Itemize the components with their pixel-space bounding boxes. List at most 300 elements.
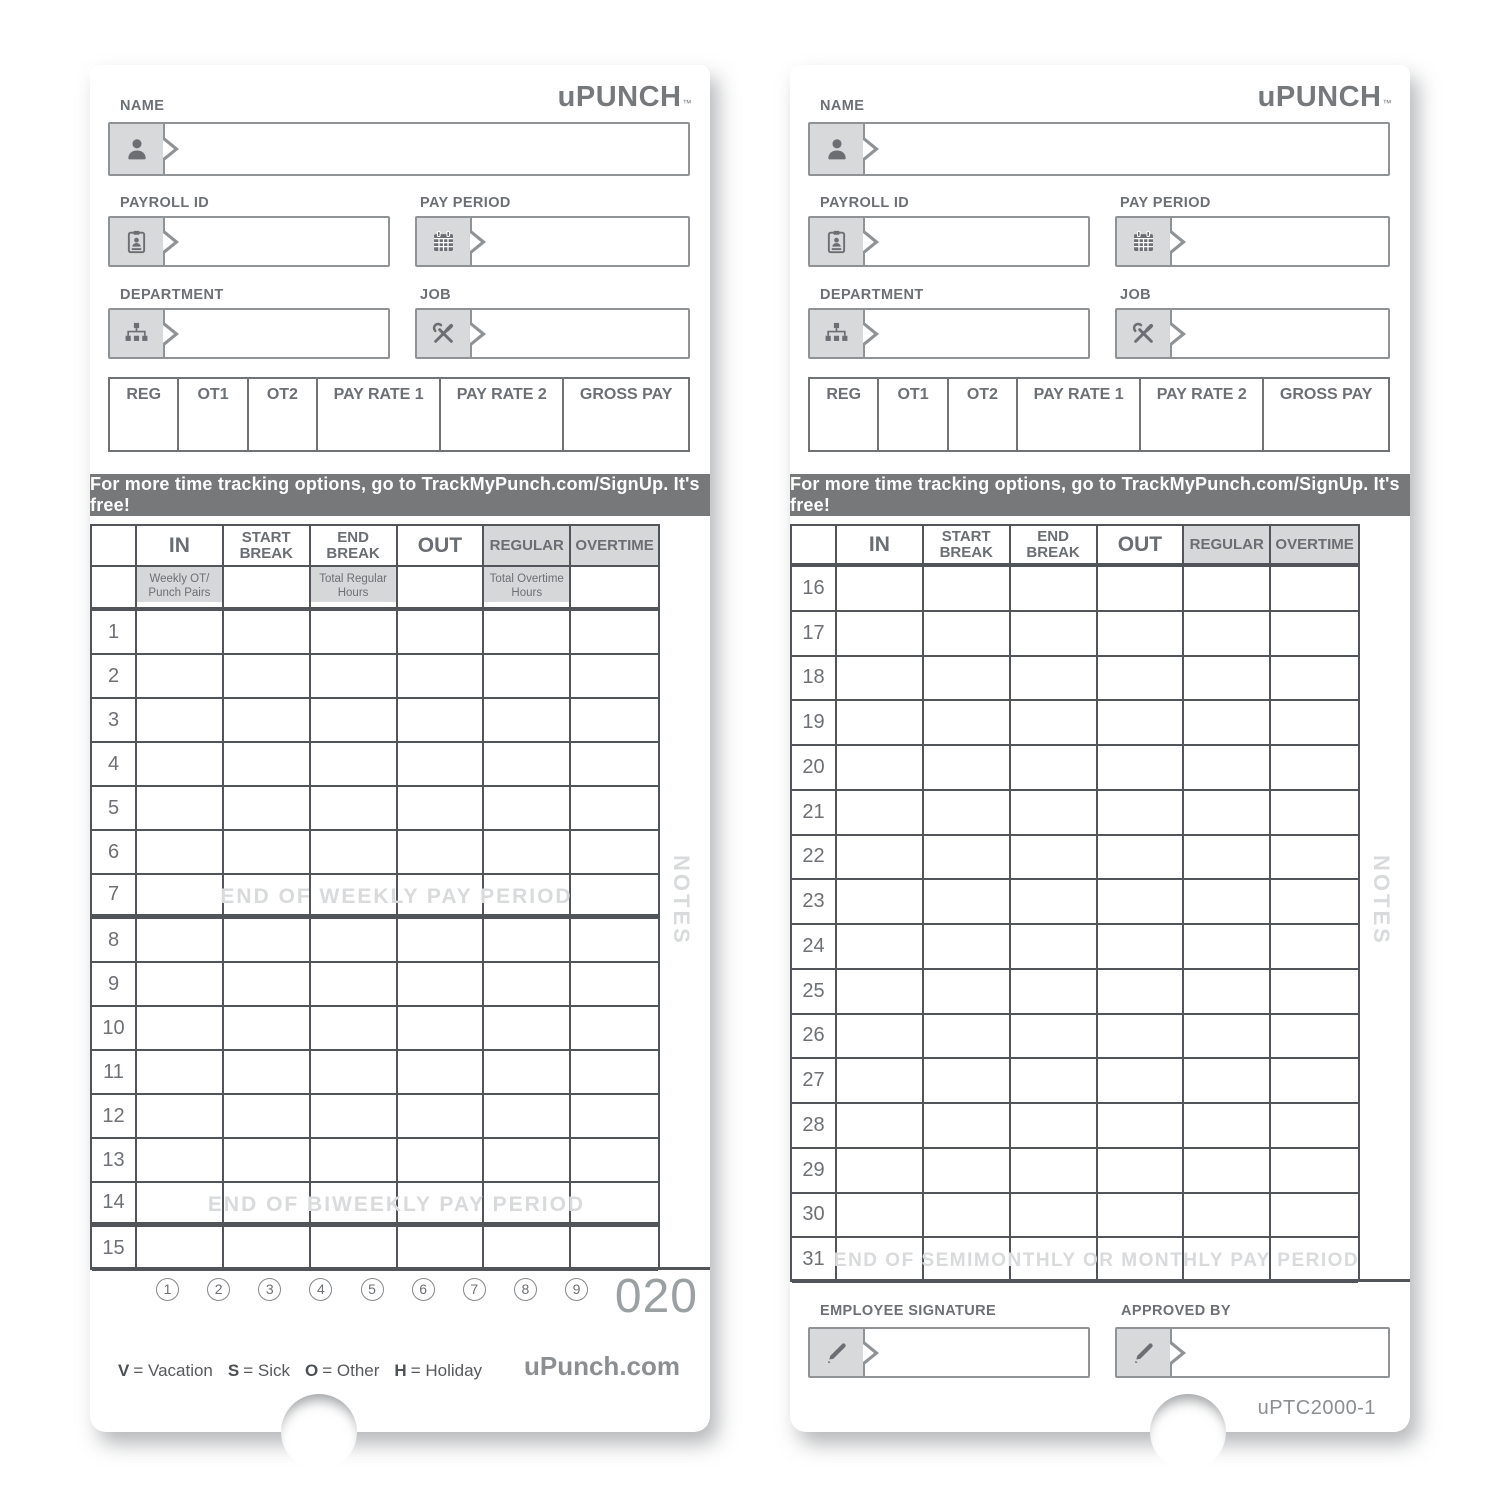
time-cell-end-break[interactable] [311, 831, 398, 873]
time-cell-end-break[interactable] [1011, 746, 1098, 789]
time-cell-start-break[interactable] [224, 963, 311, 1005]
time-cell-overtime[interactable] [571, 1051, 658, 1093]
time-cell-in[interactable] [137, 611, 224, 653]
subheader-cell: Total Regular Hours [311, 567, 398, 607]
time-cell-end-break[interactable] [311, 611, 398, 653]
pay-period-input[interactable] [472, 218, 688, 265]
time-cell-start-break[interactable] [924, 1104, 1011, 1147]
time-cell-out[interactable] [398, 831, 485, 873]
time-cell-overtime[interactable] [571, 831, 658, 873]
time-cell-out[interactable] [1098, 880, 1185, 923]
time-cell-end-break[interactable] [311, 875, 398, 914]
time-cell-in[interactable] [837, 925, 924, 968]
day-number: 2 [92, 655, 137, 697]
pay-summary-cell: PAY RATE 2 [441, 379, 564, 450]
time-cell-overtime[interactable] [1271, 836, 1358, 879]
time-cell-out[interactable] [398, 1183, 485, 1222]
circled-number: 9 [565, 1278, 588, 1301]
time-cell-overtime[interactable] [571, 743, 658, 785]
day-number: 20 [792, 746, 837, 789]
name-input[interactable] [865, 124, 1388, 174]
name-label: NAME [820, 98, 865, 114]
time-cell-start-break[interactable] [924, 657, 1011, 700]
legend-value: = Holiday [410, 1361, 483, 1380]
time-cell-start-break[interactable] [924, 746, 1011, 789]
time-cell-end-break[interactable] [311, 1183, 398, 1222]
time-cell-overtime[interactable] [571, 1007, 658, 1049]
day-number: 13 [92, 1139, 137, 1181]
time-cell-out[interactable] [1098, 1059, 1185, 1102]
time-cell-in[interactable] [137, 875, 224, 914]
time-cell-end-break[interactable] [311, 655, 398, 697]
time-cell-regular[interactable] [484, 831, 571, 873]
pay-summary-cell: PAY RATE 1 [1018, 379, 1141, 450]
time-cell-end-break[interactable] [1011, 612, 1098, 655]
time-cell-start-break[interactable] [224, 787, 311, 829]
time-table-header-row [92, 526, 658, 567]
time-cell-start-break[interactable] [924, 1194, 1011, 1237]
time-cell-in[interactable] [137, 1051, 224, 1093]
job-input[interactable] [1172, 310, 1388, 357]
time-cell-in[interactable] [137, 1183, 224, 1222]
employee-signature-label: EMPLOYEE SIGNATURE [820, 1303, 997, 1319]
payroll-id-field [108, 216, 390, 267]
day-row [92, 1051, 658, 1095]
day-number: 15 [92, 1227, 137, 1269]
time-cell-in[interactable] [837, 836, 924, 879]
time-cell-in[interactable] [837, 1015, 924, 1058]
time-cell-out[interactable] [398, 1051, 485, 1093]
website-link: uPunch.com [523, 1351, 680, 1381]
day-number: 19 [792, 701, 837, 744]
column-header: IN [837, 526, 924, 563]
time-cell-overtime[interactable] [1271, 701, 1358, 744]
circled-number: 3 [258, 1278, 281, 1301]
time-cell-regular[interactable] [1184, 1015, 1271, 1058]
day-number: 5 [92, 787, 137, 829]
day-row [92, 787, 658, 831]
time-cell-start-break[interactable] [924, 880, 1011, 923]
day-number: 16 [792, 567, 837, 610]
column-header: REGULAR [484, 526, 571, 565]
time-cell-end-break[interactable] [1011, 701, 1098, 744]
time-cell-end-break[interactable] [311, 1227, 398, 1269]
time-cell-end-break[interactable] [1011, 567, 1098, 610]
time-cell-out[interactable] [1098, 746, 1185, 789]
time-cell-regular[interactable] [1184, 701, 1271, 744]
pay-summary-cell: REG [110, 379, 179, 450]
approved-by-input[interactable] [1172, 1329, 1388, 1376]
legend-item [228, 1361, 290, 1381]
weekly-watermark: END OF WEEKLY PAY PERIOD [220, 885, 573, 908]
job-field [415, 308, 690, 359]
time-cell-start-break[interactable] [224, 1051, 311, 1093]
time-cell-out[interactable] [1098, 701, 1185, 744]
time-cell-out[interactable] [1098, 612, 1185, 655]
time-cell-end-break[interactable] [1011, 1104, 1098, 1147]
time-cell-start-break[interactable] [924, 567, 1011, 610]
time-cell-start-break[interactable] [224, 743, 311, 785]
time-cell-in[interactable] [137, 1007, 224, 1049]
time-cell-regular[interactable] [1184, 567, 1271, 610]
legend-value: = Sick [243, 1361, 291, 1380]
time-cell-out[interactable] [1098, 1104, 1185, 1147]
job-field [1115, 308, 1390, 359]
time-cell-out[interactable] [398, 699, 485, 741]
department-input[interactable] [865, 310, 1088, 357]
time-cell-overtime[interactable] [1271, 1104, 1358, 1147]
time-cell-out[interactable] [398, 655, 485, 697]
time-cell-regular[interactable] [484, 699, 571, 741]
time-cell-out[interactable] [1098, 791, 1185, 834]
payroll-id-input[interactable] [865, 218, 1088, 265]
job-label: JOB [420, 287, 452, 303]
time-cell-start-break[interactable] [224, 919, 311, 961]
pencil-icon [1117, 1329, 1172, 1376]
time-cell-regular[interactable] [1184, 836, 1271, 879]
time-cell-start-break[interactable] [224, 1007, 311, 1049]
day-number: 7 [92, 875, 137, 914]
time-cell-regular[interactable] [484, 1051, 571, 1093]
time-cell-overtime[interactable] [571, 787, 658, 829]
legend-key: O [305, 1361, 319, 1380]
time-cell-overtime[interactable] [571, 919, 658, 961]
time-cell-end-break[interactable] [311, 1139, 398, 1181]
time-cell-overtime[interactable] [571, 1095, 658, 1137]
column-header: START BREAK [224, 526, 311, 565]
time-cell-in[interactable] [137, 787, 224, 829]
time-cell-overtime[interactable] [1271, 925, 1358, 968]
circled-number: 8 [514, 1278, 537, 1301]
time-cell-in[interactable] [837, 657, 924, 700]
time-cell-end-break[interactable] [1011, 970, 1098, 1013]
day-row [92, 831, 658, 875]
job-input[interactable] [472, 310, 688, 357]
promo-banner: For more time tracking options, go to TrackMyPunch.com/SignUp. It's free! [90, 474, 710, 516]
card-number: 020 [614, 1270, 698, 1323]
day-row [92, 875, 658, 919]
day-row [792, 925, 1358, 970]
time-cell-end-break[interactable] [311, 1007, 398, 1049]
day-number: 4 [92, 743, 137, 785]
time-cell-overtime[interactable] [1271, 657, 1358, 700]
time-cell-end-break[interactable] [1011, 1194, 1098, 1237]
time-cell-in[interactable] [837, 612, 924, 655]
time-cell-regular[interactable] [484, 875, 571, 914]
time-cell-start-break[interactable] [224, 1095, 311, 1137]
time-cell-regular[interactable] [484, 1095, 571, 1137]
time-cell-out[interactable] [398, 1095, 485, 1137]
time-cell-end-break[interactable] [1011, 657, 1098, 700]
time-table-subheader-row [92, 567, 658, 611]
day-number: 1 [92, 611, 137, 653]
time-cell-regular[interactable] [484, 1183, 571, 1222]
pay-period-label: PAY PERIOD [420, 195, 511, 211]
punch-notch [1150, 1394, 1226, 1470]
id-badge-icon [110, 218, 165, 265]
time-cell-start-break[interactable] [224, 831, 311, 873]
time-cell-in[interactable] [137, 919, 224, 961]
time-cell-regular[interactable] [484, 655, 571, 697]
time-cell-end-break[interactable] [1011, 1238, 1098, 1281]
time-cell-regular[interactable] [484, 963, 571, 1005]
time-cell-in[interactable] [837, 1059, 924, 1102]
time-cell-end-break[interactable] [311, 699, 398, 741]
job-label: JOB [1120, 287, 1152, 303]
time-cell-start-break[interactable] [924, 1149, 1011, 1192]
time-cell-start-break[interactable] [924, 836, 1011, 879]
department-label: DEPARTMENT [120, 287, 224, 303]
pay-summary-cell: OT2 [249, 379, 318, 450]
time-cell-end-break[interactable] [1011, 1149, 1098, 1192]
time-cell-regular[interactable] [484, 611, 571, 653]
time-cell-regular[interactable] [484, 743, 571, 785]
approved-by-field [1115, 1327, 1390, 1378]
time-cell-in[interactable] [137, 831, 224, 873]
time-cell-start-break[interactable] [224, 1139, 311, 1181]
time-cell-out[interactable] [1098, 657, 1185, 700]
pay-summary-cell: GROSS PAY [579, 386, 673, 403]
time-cell-in[interactable] [137, 1095, 224, 1137]
pay-summary-cell: GROSS PAY [1279, 386, 1373, 403]
time-cell-start-break[interactable] [924, 1059, 1011, 1102]
legend-value: = Other [322, 1361, 380, 1380]
org-chart-icon [110, 310, 165, 357]
time-cell-overtime[interactable] [571, 699, 658, 741]
time-cell-start-break[interactable] [224, 611, 311, 653]
day-number: 3 [92, 699, 137, 741]
time-cell-regular[interactable] [1184, 657, 1271, 700]
time-cell-start-break[interactable] [924, 970, 1011, 1013]
subheader-cell [224, 567, 311, 607]
time-cell-in[interactable] [837, 1194, 924, 1237]
circled-number: 2 [207, 1278, 230, 1301]
subheader-cell: Weekly OT/ Punch Pairs [137, 567, 224, 607]
time-cell-end-break[interactable] [311, 743, 398, 785]
payroll-id-field [808, 216, 1090, 267]
time-cell-in[interactable] [837, 791, 924, 834]
time-cell-regular[interactable] [484, 1139, 571, 1181]
time-cell-out[interactable] [1098, 1194, 1185, 1237]
time-cell-regular[interactable] [1184, 612, 1271, 655]
time-cell-regular[interactable] [484, 787, 571, 829]
time-cell-end-break[interactable] [1011, 1059, 1098, 1102]
day-number: 14 [92, 1183, 137, 1222]
time-cell-start-break[interactable] [924, 612, 1011, 655]
day-row [92, 655, 658, 699]
day-row [92, 1007, 658, 1051]
time-cell-out[interactable] [398, 875, 485, 914]
day-number: 26 [792, 1015, 837, 1058]
name-input[interactable] [165, 124, 688, 174]
time-cell-overtime[interactable] [1271, 567, 1358, 610]
day-row [92, 699, 658, 743]
day-number: 17 [792, 612, 837, 655]
circled-number: 5 [361, 1278, 384, 1301]
pay-period-input[interactable] [1172, 218, 1388, 265]
time-cell-regular[interactable] [484, 1227, 571, 1269]
time-cell-start-break[interactable] [924, 791, 1011, 834]
time-cell-start-break[interactable] [924, 925, 1011, 968]
time-cell-out[interactable] [398, 963, 485, 1005]
time-cell-overtime[interactable] [571, 1139, 658, 1181]
subheader-corner-cell [92, 567, 137, 607]
day-row [92, 1139, 658, 1183]
time-cell-out[interactable] [398, 1139, 485, 1181]
day-number: 29 [792, 1149, 837, 1192]
legend-item [305, 1361, 379, 1381]
time-cell-out[interactable] [398, 1227, 485, 1269]
time-cell-overtime[interactable] [571, 655, 658, 697]
time-cell-overtime[interactable] [1271, 746, 1358, 789]
day-row [792, 791, 1358, 836]
day-rows-back [792, 567, 1358, 1283]
time-cell-start-break[interactable] [224, 1183, 311, 1222]
payroll-id-input[interactable] [165, 218, 388, 265]
time-cell-overtime[interactable] [1271, 880, 1358, 923]
time-cell-overtime[interactable] [1271, 1015, 1358, 1058]
time-cell-regular[interactable] [484, 919, 571, 961]
time-cell-overtime[interactable] [1271, 612, 1358, 655]
column-header: IN [137, 526, 224, 565]
time-cell-in[interactable] [137, 743, 224, 785]
time-cell-start-break[interactable] [924, 1015, 1011, 1058]
time-cell-regular[interactable] [1184, 925, 1271, 968]
time-cell-overtime[interactable] [571, 963, 658, 1005]
time-cell-out[interactable] [1098, 925, 1185, 968]
time-cell-overtime[interactable] [571, 1227, 658, 1269]
time-cell-regular[interactable] [1184, 880, 1271, 923]
brand-logo [558, 81, 692, 114]
employee-signature-input[interactable] [865, 1329, 1088, 1376]
time-cell-in[interactable] [137, 1139, 224, 1181]
time-cell-out[interactable] [1098, 970, 1185, 1013]
time-cell-regular[interactable] [1184, 970, 1271, 1013]
time-cell-overtime[interactable] [1271, 1059, 1358, 1102]
time-cell-in[interactable] [837, 1238, 924, 1281]
time-cell-end-break[interactable] [311, 1095, 398, 1137]
time-cell-end-break[interactable] [1011, 836, 1098, 879]
time-cell-overtime[interactable] [1271, 1194, 1358, 1237]
time-cell-out[interactable] [1098, 1015, 1185, 1058]
calendar-icon [417, 218, 472, 265]
pay-period-field [1115, 216, 1390, 267]
column-header: END BREAK [1011, 526, 1098, 563]
time-cell-out[interactable] [398, 611, 485, 653]
time-cell-start-break[interactable] [924, 701, 1011, 744]
time-cell-end-break[interactable] [1011, 925, 1098, 968]
subheader-cell: Total Overtime Hours [484, 567, 571, 607]
time-cell-end-break[interactable] [311, 1051, 398, 1093]
day-row [792, 1104, 1358, 1149]
time-cell-out[interactable] [398, 919, 485, 961]
time-cell-in[interactable] [837, 1104, 924, 1147]
time-cell-regular[interactable] [484, 1007, 571, 1049]
day-number: 8 [92, 919, 137, 961]
time-cell-out[interactable] [1098, 836, 1185, 879]
day-row [792, 1015, 1358, 1060]
time-cell-in[interactable] [837, 567, 924, 610]
time-cell-in[interactable] [837, 1149, 924, 1192]
time-cell-regular[interactable] [1184, 1194, 1271, 1237]
brand-logo [1258, 81, 1392, 114]
time-cell-overtime[interactable] [571, 1183, 658, 1222]
time-cell-end-break[interactable] [1011, 880, 1098, 923]
time-cell-regular[interactable] [1184, 1238, 1271, 1281]
legend-key: S [227, 1361, 240, 1380]
time-cell-overtime[interactable] [1271, 1149, 1358, 1192]
legend-item [394, 1361, 482, 1381]
time-cell-in[interactable] [837, 701, 924, 744]
time-cell-start-break[interactable] [224, 875, 311, 914]
time-cell-in[interactable] [137, 963, 224, 1005]
time-cell-start-break[interactable] [224, 1227, 311, 1269]
time-cell-out[interactable] [398, 787, 485, 829]
biweekly-watermark: END OF BIWEEKLY PAY PERIOD [207, 1193, 586, 1216]
time-cell-start-break[interactable] [224, 699, 311, 741]
time-cell-in[interactable] [837, 746, 924, 789]
brand-logo-text: uPUNCH [557, 81, 682, 113]
time-cell-overtime[interactable] [1271, 1238, 1358, 1281]
time-cell-in[interactable] [837, 880, 924, 923]
time-cell-overtime[interactable] [1271, 791, 1358, 834]
day-number: 30 [792, 1194, 837, 1237]
time-cell-end-break[interactable] [311, 919, 398, 961]
time-cell-in[interactable] [837, 970, 924, 1013]
time-cell-in[interactable] [137, 699, 224, 741]
circled-number: 1 [156, 1278, 179, 1301]
time-cell-start-break[interactable] [924, 1238, 1011, 1281]
day-number: 10 [92, 1007, 137, 1049]
time-cell-out[interactable] [1098, 567, 1185, 610]
time-cell-in[interactable] [137, 655, 224, 697]
day-number: 23 [792, 880, 837, 923]
day-row [792, 970, 1358, 1015]
time-cell-out[interactable] [1098, 1238, 1185, 1281]
time-cell-end-break[interactable] [1011, 791, 1098, 834]
product-code: uPTC2000-1 [1257, 1397, 1376, 1419]
department-field [808, 308, 1090, 359]
time-cell-in[interactable] [137, 1227, 224, 1269]
time-cell-overtime[interactable] [571, 875, 658, 914]
time-cell-out[interactable] [398, 1007, 485, 1049]
time-cell-regular[interactable] [1184, 746, 1271, 789]
legend [118, 1361, 482, 1381]
time-cell-regular[interactable] [1184, 1149, 1271, 1192]
time-cell-start-break[interactable] [224, 655, 311, 697]
org-chart-icon [810, 310, 865, 357]
day-number: 24 [792, 925, 837, 968]
time-cell-out[interactable] [398, 743, 485, 785]
circled-number: 4 [309, 1278, 332, 1301]
day-number: 18 [792, 657, 837, 700]
time-cell-overtime[interactable] [1271, 970, 1358, 1013]
employee-signature-field [808, 1327, 1090, 1378]
department-input[interactable] [165, 310, 388, 357]
promo-banner: For more time tracking options, go to TrackMyPunch.com/SignUp. It's free! [790, 474, 1410, 516]
time-cell-overtime[interactable] [571, 611, 658, 653]
time-cell-out[interactable] [1098, 1149, 1185, 1192]
pay-summary-cell: PAY RATE 2 [1141, 379, 1264, 450]
time-cell-regular[interactable] [1184, 791, 1271, 834]
day-row [792, 657, 1358, 702]
time-cell-end-break[interactable] [1011, 1015, 1098, 1058]
time-cell-end-break[interactable] [311, 963, 398, 1005]
time-cell-regular[interactable] [1184, 1059, 1271, 1102]
time-cell-regular[interactable] [1184, 1104, 1271, 1147]
time-cell-end-break[interactable] [311, 787, 398, 829]
payroll-id-label: PAYROLL ID [120, 195, 210, 211]
